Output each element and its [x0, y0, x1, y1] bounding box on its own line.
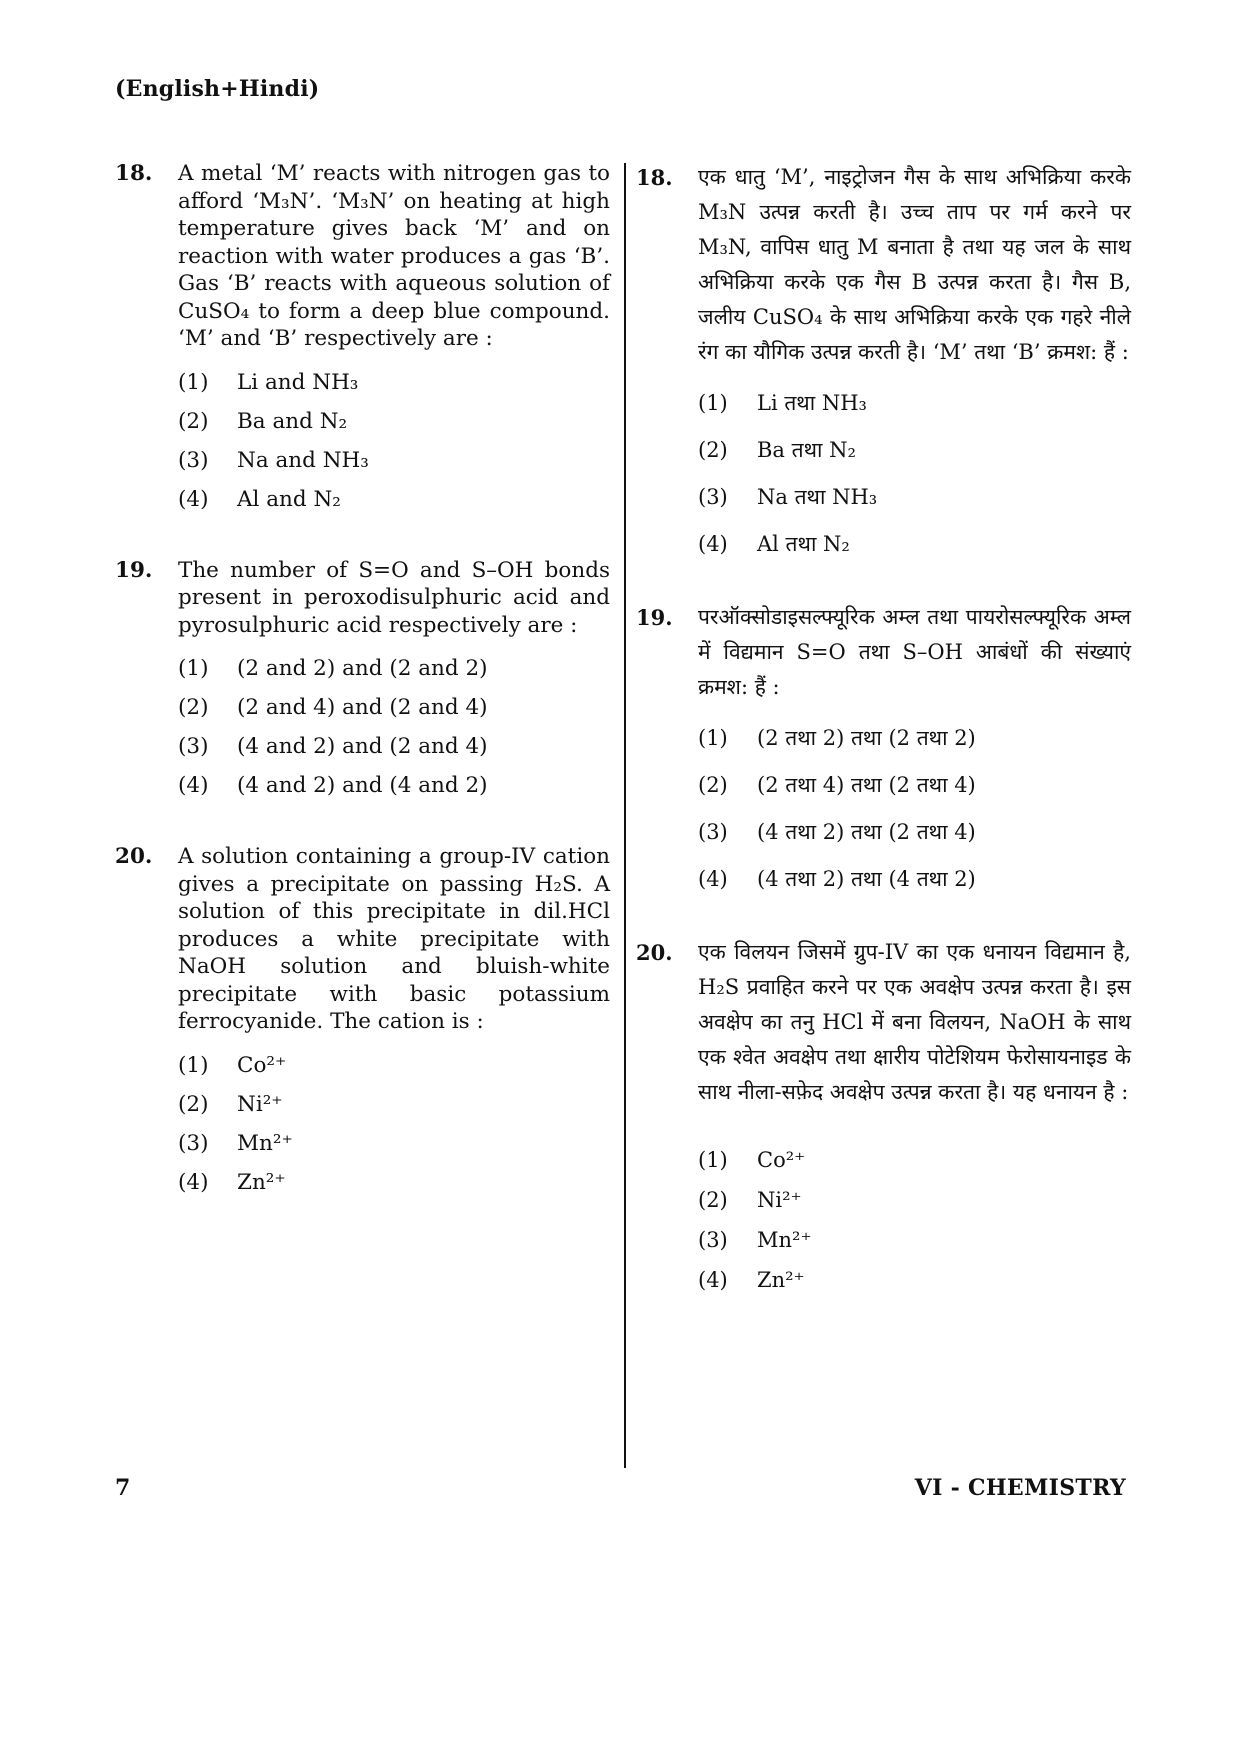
- option-4[interactable]: [698, 1260, 1131, 1300]
- option-text: Ba तथा N₂: [757, 438, 856, 462]
- question-number: 18.: [636, 165, 673, 190]
- option-4[interactable]: [178, 480, 610, 519]
- option-number: (4): [178, 486, 209, 512]
- option-text: (4 तथा 2) तथा (2 तथा 4): [757, 820, 976, 844]
- question-text: एक धातु ‘M’, नाइट्रोजन गैस के साथ अभिक्रिया करके M₃N उत्पन्न करती है। उच्च ताप पर गर्म करने पर M₃N, वापिस धातु M बनाता है तथा यह जल के साथ अभिक्रिया करके एक गैस B उत्पन्न करता है। गैस B, जलीय CuSO₄ के साथ अभिक्रिया करके एक गहरे नीले रंग का यौगिक उत्पन्न करती है। ‘M’ तथा ‘B’ क्रमश: हैं :: [698, 165, 1131, 364]
- question-text: एक विलयन जिसमें ग्रुप-IV का एक धनायन विद्यमान है, H₂S प्रवाहित करने पर एक अवक्षेप उत्पन्न करता है। इस अवक्षेप का तनु HCl में बना विलयन, NaOH के साथ एक श्वेत अवक्षेप तथा क्षारीय पोटेशियम फेरोसायनाइड के साथ नीला-सफ़ेद अवक्षेप उत्पन्न करता है। यह धनायन है :: [698, 940, 1131, 1104]
- option-text: Al and N₂: [237, 486, 341, 512]
- option-number: (2): [178, 1091, 209, 1117]
- option-text: Ni²⁺: [757, 1188, 802, 1212]
- option-3[interactable]: [178, 727, 610, 766]
- option-text: Na तथा NH₃: [757, 485, 878, 509]
- option-number: (3): [178, 447, 209, 473]
- question-text: A solution containing a group-IV cation gives a precipitate on passing H₂S. A solution of this precipitate in dil.HCl produces a white precipitate with NaOH solution and bluish-white precipitate with basic potassium ferrocyanide. The cation is :: [178, 844, 610, 1034]
- option-number: (4): [698, 532, 728, 556]
- option-number: (4): [178, 773, 209, 798]
- option-4[interactable]: [698, 521, 1131, 568]
- question-text: A metal ‘M’ reacts with nitrogen gas to afford ‘M₃N’. ‘M₃N’ on heating at high temperature gives back ‘M’ and on reaction with water produces a gas ‘B’. Gas ‘B’ reacts with aqueous solution of CuSO₄ to form a deep blue compound. ‘M’ and ‘B’ respectively are :: [178, 161, 610, 351]
- option-text: Li and NH₃: [237, 369, 359, 395]
- option-text: Ni²⁺: [237, 1091, 283, 1117]
- option-1[interactable]: [698, 715, 1131, 762]
- options-list: [698, 1140, 1131, 1300]
- option-text: (4 तथा 2) तथा (4 तथा 2): [757, 867, 976, 891]
- options-list: [698, 380, 1131, 568]
- page-number: 7: [115, 1475, 131, 1501]
- option-4[interactable]: [698, 856, 1131, 903]
- question-18-en: [115, 160, 610, 519]
- option-number: (3): [698, 820, 728, 844]
- question-20-en: [115, 843, 610, 1202]
- question-number: 18.: [115, 161, 153, 186]
- column-divider: [624, 163, 626, 1468]
- option-4[interactable]: [178, 1163, 610, 1202]
- option-number: (2): [698, 773, 728, 797]
- option-number: (1): [178, 369, 209, 395]
- option-3[interactable]: [178, 1124, 610, 1163]
- option-text: Zn²⁺: [237, 1169, 286, 1195]
- option-number: (3): [698, 485, 728, 509]
- option-number: (4): [698, 1268, 728, 1292]
- option-text: Li तथा NH₃: [757, 391, 867, 415]
- option-number: (4): [698, 867, 728, 891]
- language-header: (English+Hindi): [115, 76, 320, 102]
- option-number: (1): [178, 656, 209, 681]
- hindi-column: [636, 160, 1131, 1300]
- option-1[interactable]: [178, 1046, 610, 1085]
- option-text: Na and NH₃: [237, 447, 369, 473]
- option-text: (2 and 2) and (2 and 2): [237, 656, 488, 681]
- question-20-hi: [636, 935, 1131, 1300]
- option-2[interactable]: [698, 427, 1131, 474]
- option-text: (2 and 4) and (2 and 4): [237, 695, 488, 720]
- question-18-hi: [636, 160, 1131, 568]
- option-3[interactable]: [698, 809, 1131, 856]
- option-2[interactable]: [178, 1085, 610, 1124]
- options-list: [178, 649, 610, 805]
- question-number: 20.: [115, 844, 153, 869]
- option-text: Mn²⁺: [757, 1228, 812, 1252]
- option-number: (2): [698, 1188, 728, 1212]
- question-19-en: [115, 557, 610, 806]
- option-number: (3): [178, 734, 209, 759]
- option-number: (4): [178, 1169, 209, 1195]
- option-text: (2 तथा 4) तथा (2 तथा 4): [757, 773, 976, 797]
- option-number: (3): [698, 1228, 728, 1252]
- question-number: 19.: [636, 605, 673, 630]
- option-number: (3): [178, 1130, 209, 1156]
- option-2[interactable]: [698, 762, 1131, 809]
- option-3[interactable]: [698, 474, 1131, 521]
- option-number: (1): [698, 726, 728, 750]
- question-number: 20.: [636, 940, 673, 965]
- option-text: Ba and N₂: [237, 408, 348, 434]
- option-number: (1): [698, 391, 728, 415]
- option-number: (2): [178, 408, 209, 434]
- option-3[interactable]: [178, 441, 610, 480]
- option-1[interactable]: [178, 363, 610, 402]
- options-list: [698, 715, 1131, 903]
- option-number: (2): [178, 695, 209, 720]
- option-number: (1): [698, 1148, 728, 1172]
- option-text: Co²⁺: [237, 1052, 287, 1078]
- option-4[interactable]: [178, 766, 610, 805]
- option-1[interactable]: [698, 380, 1131, 427]
- option-text: (2 तथा 2) तथा (2 तथा 2): [757, 726, 976, 750]
- options-list: [178, 1046, 610, 1202]
- option-text: Co²⁺: [757, 1148, 806, 1172]
- option-text: Zn²⁺: [757, 1268, 805, 1292]
- question-text: परऑक्सोडाइसल्फ्यूरिक अम्ल तथा पायरोसल्फ्यूरिक अम्ल में विद्यमान S=O तथा S–OH आबंधों की संख्याएं क्रमश: हैं :: [698, 605, 1131, 699]
- english-column: [115, 160, 610, 1202]
- subject-label: VI - CHEMISTRY: [914, 1475, 1126, 1501]
- option-1[interactable]: [178, 649, 610, 688]
- question-number: 19.: [115, 557, 153, 583]
- options-list: [178, 363, 610, 519]
- option-number: (1): [178, 1052, 209, 1078]
- option-text: Al तथा N₂: [757, 532, 850, 556]
- question-19-hi: [636, 600, 1131, 903]
- option-2[interactable]: [178, 402, 610, 441]
- option-2[interactable]: [178, 688, 610, 727]
- option-3[interactable]: [698, 1220, 1131, 1260]
- option-2[interactable]: [698, 1180, 1131, 1220]
- question-text: The number of S=O and S–OH bonds present in peroxodisulphuric acid and pyrosulphuric acid respectively are :: [178, 557, 610, 638]
- option-text: (4 and 2) and (4 and 2): [237, 773, 488, 798]
- option-1[interactable]: [698, 1140, 1131, 1180]
- option-number: (2): [698, 438, 728, 462]
- option-text: Mn²⁺: [237, 1130, 293, 1156]
- option-text: (4 and 2) and (2 and 4): [237, 734, 488, 759]
